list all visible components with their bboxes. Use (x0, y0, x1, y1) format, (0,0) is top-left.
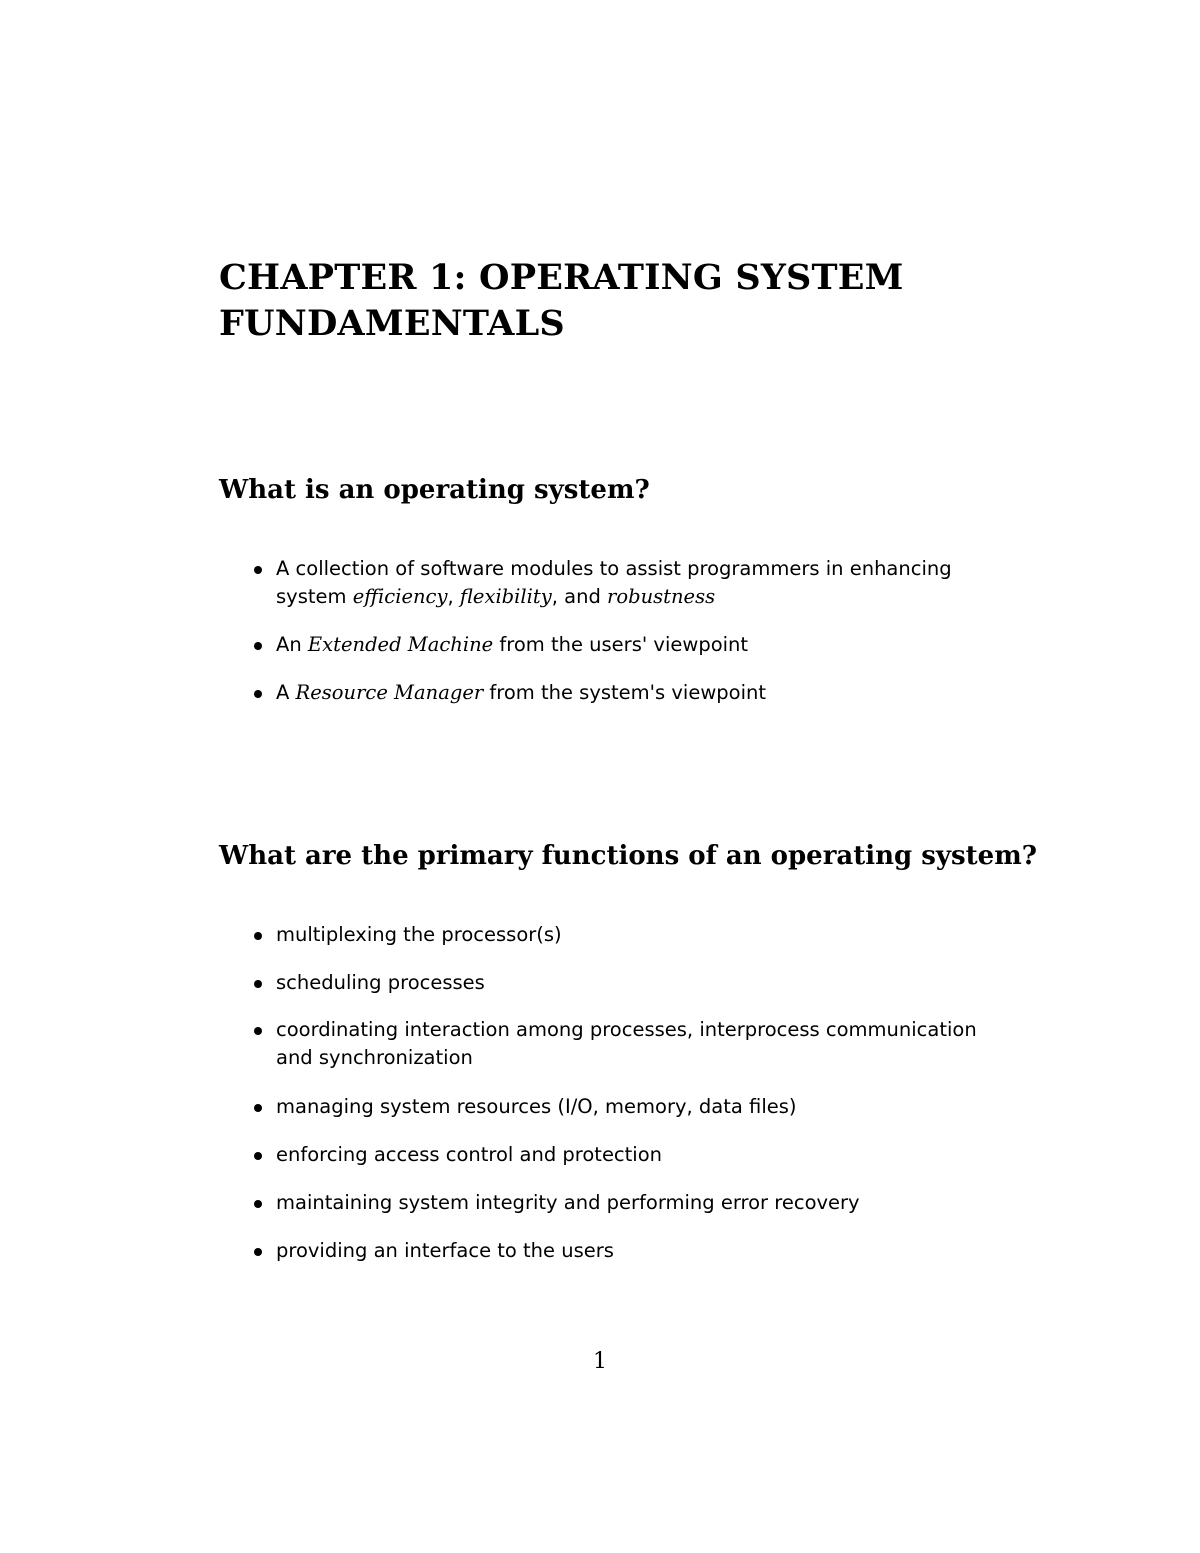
list-item-line: and synchronization (276, 1046, 473, 1069)
list-item-text: from the system's viewpoint (483, 681, 767, 704)
list-item-text: maintaining system integrity and performing error recovery (276, 1191, 860, 1214)
list-item (276, 1237, 1006, 1265)
list-item (276, 1141, 1006, 1169)
bullet-icon (254, 1027, 262, 1035)
bullet-icon (254, 690, 262, 698)
list-item-text: A (276, 681, 296, 704)
section-heading-what-is-os: What is an operating system? (219, 475, 650, 505)
bullet-icon (254, 642, 262, 650)
list-item (276, 1093, 1006, 1121)
list-item (276, 1189, 1006, 1217)
list-item-text: system (276, 585, 353, 608)
list-item-line: coordinating interaction among processes, interprocess communication (276, 1018, 977, 1041)
bullet-icon (254, 980, 262, 988)
chapter-title-line-2: FUNDAMENTALS (219, 303, 565, 344)
bullet-icon (254, 932, 262, 940)
list-item-text: An (276, 633, 308, 656)
list-item-text: scheduling processes (276, 971, 485, 994)
page-number: 1 (593, 1349, 607, 1374)
list-item (276, 631, 1006, 659)
list-item-text: enforcing access control and protection (276, 1143, 663, 1166)
emphasis-flexibility: flexibility (459, 585, 552, 608)
list-item-line (276, 583, 1006, 611)
list-item-line: A collection of software modules to assist programmers in enhancing (276, 557, 952, 580)
emphasis-robustness: robustness (607, 585, 716, 608)
list-item (276, 969, 1006, 997)
bullet-icon (254, 1248, 262, 1256)
list-item-text: from the users' viewpoint (493, 633, 749, 656)
bullet-icon (254, 1104, 262, 1112)
list-item (276, 555, 1006, 611)
emphasis-extended-machine: Extended Machine (307, 633, 494, 656)
bullet-icon (254, 1152, 262, 1160)
list-item (276, 921, 1006, 949)
emphasis-resource-manager: Resource Manager (295, 681, 484, 704)
bullet-icon (254, 566, 262, 574)
section-heading-primary-functions: What are the primary functions of an operating system? (219, 841, 1037, 871)
list-item (276, 679, 1006, 707)
bullet-icon (254, 1200, 262, 1208)
chapter-title-line-1: CHAPTER 1: OPERATING SYSTEM (219, 257, 904, 298)
list-item-text: providing an interface to the users (276, 1239, 614, 1262)
list-item (276, 1016, 1006, 1072)
chapter-title (219, 255, 999, 347)
list-item-text: managing system resources (I/O, memory, data files) (276, 1095, 797, 1118)
emphasis-efficiency: efficiency (352, 585, 448, 608)
list-item-text: multiplexing the processor(s) (276, 923, 562, 946)
list-item-text: , and (551, 585, 608, 608)
list-item-text: , (447, 585, 460, 608)
